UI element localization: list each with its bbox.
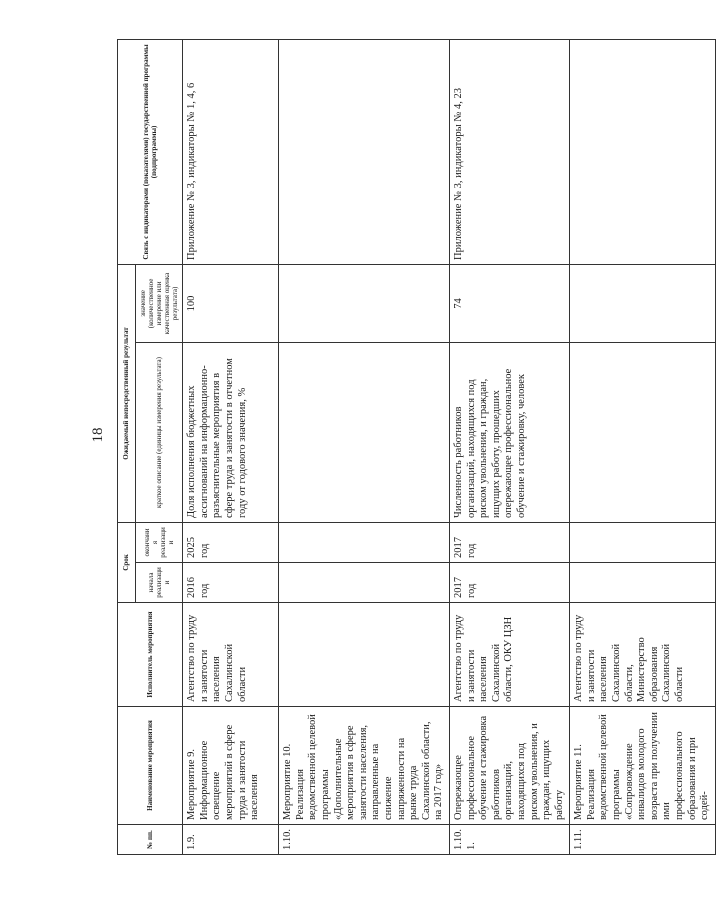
row-end: 2025 год (183, 522, 279, 562)
row-num: 1.9. (183, 825, 279, 855)
row-desc (279, 342, 450, 522)
row-start: 2016 год (183, 563, 279, 603)
table-row (279, 39, 450, 854)
row-link: Приложение № 3, индикаторы № 4, 23 (449, 39, 569, 264)
row-value (570, 264, 716, 342)
row-link: Приложение № 3, индикаторы № 1, 4, 6 (183, 39, 279, 264)
program-activities-table (117, 39, 716, 855)
header-result-desc: краткое описание (единицы измерения результата) (136, 342, 183, 522)
header-executor: Исполнитель мероприятия (118, 603, 183, 707)
row-link (279, 39, 450, 264)
table-row (449, 39, 569, 854)
row-end (570, 522, 716, 562)
row-executor (279, 603, 450, 707)
row-executor: Агентство по труду и занятости населения Сахалинской области, Министерство образования Сахалинской области (570, 603, 716, 707)
header-term-end: окончания реализации (136, 522, 183, 562)
row-value: 74 (449, 264, 569, 342)
header-term-start: начала реализации (136, 563, 183, 603)
page-number: 18 (90, 427, 106, 443)
row-desc: Численность работников организаций, находящихся под риском увольнения, и граждан, ищущих работу, прошедших опережающее профессиональное обучение и стажировку, человек (449, 342, 569, 522)
header-result: Ожидаемый непосредственный результат (118, 264, 136, 522)
header-link: Связь с индикаторами (показателями) государственной программы (подпрограммы) (118, 39, 183, 264)
row-value: 100 (183, 264, 279, 342)
table-row (183, 39, 279, 854)
header-result-value: значение (количественное измерение или качественная оценка результата) (136, 264, 183, 342)
row-end: 2017 год (449, 522, 569, 562)
row-start (279, 563, 450, 603)
row-name: Мероприятие 9. Информационное освещение мероприятий в сфере труда и занятости населения (183, 707, 279, 825)
header-num: № пп. (118, 825, 183, 855)
table-row (570, 39, 716, 854)
row-name: Опережающее профессиональное обучение и стажировка работников организаций, находящихся под риском увольнения, и граждан, ищущих работу (449, 707, 569, 825)
row-executor: Агентство по труду и занятости населения Сахалинской области, ОКУ ЦЗН (449, 603, 569, 707)
header-name: Наименование мероприятия (118, 707, 183, 825)
header-term: Срок (118, 522, 136, 602)
row-value (279, 264, 450, 342)
row-executor: Агентство по труду и занятости населения Сахалинской области (183, 603, 279, 707)
row-num: 1.10.1. (449, 825, 569, 855)
row-link (570, 39, 716, 264)
row-name: Мероприятие 11. Реализация ведомственной целевой программы «Сопровождение инвалидов молодого возраста при получении ими профессионального образования и при содей- (570, 707, 716, 825)
row-desc (570, 342, 716, 522)
row-name: Мероприятие 10. Реализация ведомственной целевой программы «Дополнительные мероприятия в сфере занятости населения, направленные на снижение напряженности на рынке труда Сахалинской области, на 2017 год» (279, 707, 450, 825)
row-start: 2017 год (449, 563, 569, 603)
row-end (279, 522, 450, 562)
row-start (570, 563, 716, 603)
row-num: 1.11. (570, 825, 716, 855)
row-desc: Доля исполнения бюджетных ассигнований на информационно-разъяснительные мероприятия в сфере труда и занятости в отчетном году от годового значения, % (183, 342, 279, 522)
rotated-table-sheet (117, 40, 711, 855)
row-num: 1.10. (279, 825, 450, 855)
